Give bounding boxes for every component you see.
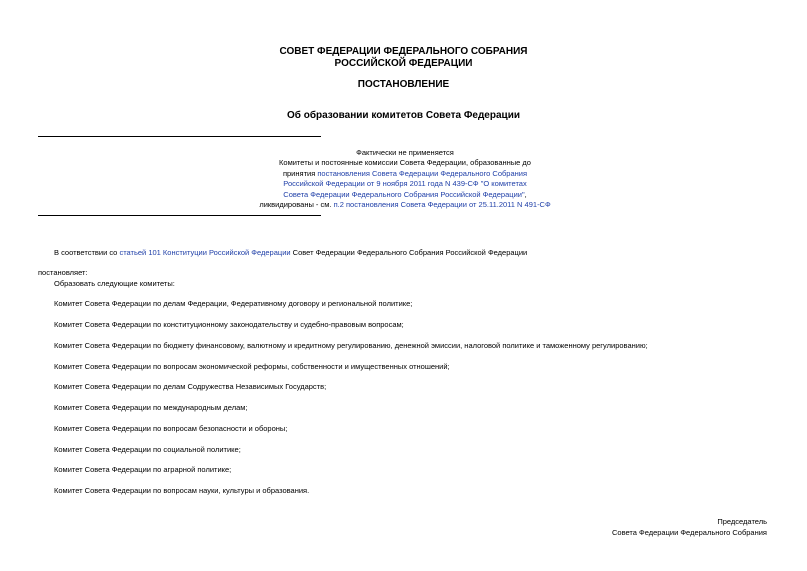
committees-intro: Образовать следующие комитеты:: [54, 279, 175, 288]
list-item: Комитет Совета Федерации по аграрной политике;: [54, 465, 232, 474]
document-title: Об образовании комитетов Совета Федерации: [287, 110, 520, 121]
status-note-line3: [250, 169, 560, 179]
top-divider: [38, 136, 321, 137]
org-name-line1: СОВЕТ ФЕДЕРАЦИИ ФЕДЕРАЛЬНОГО СОБРАНИЯ: [279, 46, 528, 57]
status-note-line6-prefix: ликвидированы - см.: [259, 200, 334, 210]
constitution-article-link[interactable]: статьей 101 Конституции Российской Федерации: [119, 248, 291, 257]
status-note-line1: Фактически не применяется: [356, 148, 454, 157]
list-item: Комитет Совета Федерации по вопросам науки, культуры и образования.: [54, 486, 310, 495]
status-note-line4: [250, 179, 560, 189]
list-item: Комитет Совета Федерации по социальной политике;: [54, 445, 241, 454]
resolves-label: постановляет:: [38, 268, 88, 277]
list-item: Комитет Совета Федерации по вопросам безопасности и обороны;: [54, 424, 288, 433]
resolution-491-link[interactable]: п.2 постановления Совета Федерации от 25.11.2011 N 491-СФ: [333, 200, 551, 210]
status-note-line2: Комитеты и постоянные комиссии Совета Федерации, образованные до: [279, 158, 531, 168]
list-item: Комитет Совета Федерации по конституционному законодательству и судебно-правовым вопросам;: [54, 320, 404, 329]
status-note-line5: [250, 190, 560, 200]
signature-body: Совета Федерации Федерального Собрания: [611, 528, 767, 537]
resolution-439-link-end[interactable]: Совета Федерации Федерального Собрания Российской Федерации": [283, 189, 525, 199]
document-type: ПОСТАНОВЛЕНИЕ: [357, 79, 450, 90]
list-item: Комитет Совета Федерации по делам Содружества Независимых Государств;: [54, 382, 327, 391]
preamble-suffix: Совет Федерации Федерального Собрания Российской Федерации: [290, 248, 528, 257]
resolution-439-link[interactable]: постановления Совета Федерации Федерального Собрания: [317, 168, 528, 178]
signature-block: [612, 516, 767, 538]
list-item: Комитет Совета Федерации по вопросам экономической реформы, собственности и имущественных отношений;: [54, 362, 450, 371]
bottom-divider: [38, 215, 321, 216]
list-item: Комитет Совета Федерации по бюджету финансовому, валютному и кредитному регулированию, денежной эмиссии, налоговой политике и таможенному регулированию;: [54, 341, 648, 350]
status-note-line6: [250, 200, 560, 210]
preamble-prefix: В соответствии со: [54, 248, 120, 257]
resolution-439-link-cont[interactable]: Российской Федерации от 9 ноября 2011 года N 439-СФ "О комитетах: [283, 179, 527, 189]
list-item: Комитет Совета Федерации по делам Федерации, Федеративному договору и региональной политике;: [54, 299, 413, 308]
preamble: [54, 248, 527, 258]
signature-title: Председатель: [717, 517, 767, 526]
status-note-line5-suffix: ,: [524, 189, 527, 199]
org-name-line2: РОССИЙСКОЙ ФЕДЕРАЦИИ: [334, 58, 473, 69]
list-item: Комитет Совета Федерации по международным делам;: [54, 403, 248, 412]
status-note: [250, 148, 560, 210]
status-note-line3-prefix: принятия: [282, 168, 318, 178]
